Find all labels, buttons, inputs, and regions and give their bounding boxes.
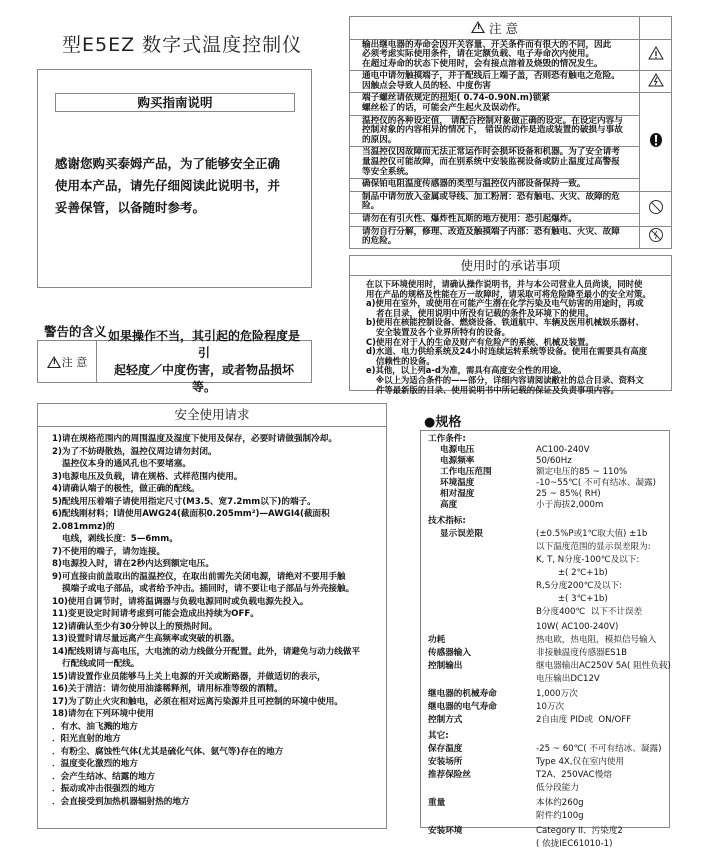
promise-line: C)使用在对于人的生命及财产有危险产的系统、机械及装置。: [366, 336, 594, 347]
spec-key: 显示误差限: [440, 529, 483, 539]
safety-line: 7)不使用的端子，请勿连接。: [52, 546, 166, 557]
promise-line: 安全装置及各个业界所特有的设备。: [376, 326, 510, 337]
safety-line: 5)配线用压着端子请使用指定尺寸(M3.5、宽7.2mm以下)的端子。: [52, 496, 316, 507]
caution-heading: 注 意: [489, 21, 518, 37]
safety-line: 3)电源电压及负载，请在规格、式样范围内使用。: [52, 471, 243, 482]
spec-value: [536, 635, 663, 646]
spec-key: 相对湿度: [440, 489, 475, 499]
spec-value-line: Type 4X,仅在室内使用: [536, 757, 625, 767]
spec-row: [428, 478, 663, 489]
warning-line: 如果操作不当，其引起的危险程度是引: [107, 328, 300, 360]
spec-value: [536, 715, 663, 726]
spec-value-line: (±0.5%P或1℃取大值) ±1b: [536, 529, 648, 539]
safety-line: 摸端子或电子部品，或者给予冲击。插回时，请不要让电子部品与外壳接触。: [62, 584, 355, 594]
spec-row: [428, 744, 663, 755]
caution-heading-cell: [350, 17, 640, 39]
warning-triangle-icon: !: [471, 21, 485, 33]
spec-row: [428, 622, 663, 633]
spec-value: [536, 529, 663, 620]
safety-line: 温控仪本身的通风孔也不要堵塞。: [62, 459, 191, 469]
spec-row: [428, 635, 663, 646]
spec-row: [428, 702, 663, 713]
safety-line: ．阳光直射的地方: [52, 734, 121, 744]
spec-key: 控制输出: [428, 661, 463, 671]
spec-value-line: 10万次: [536, 702, 565, 712]
spec-key: 环境温度: [440, 478, 475, 488]
spec-key: 工作电压范围: [440, 467, 492, 477]
spec-row: [428, 770, 663, 796]
spec-value: [536, 661, 671, 687]
spec-key: 电源电压: [440, 445, 475, 455]
spec-key: 继电器的电气寿命: [428, 702, 497, 712]
spec-value-line: 继电器输出AC250V 5A( 阻性负载): [536, 661, 671, 671]
guide-line: 妥善保管，以备随时参考。: [55, 200, 206, 215]
safety-line: 12)请确认至少有30分钟以上的预热时间。: [52, 621, 218, 632]
spec-value-line: 本体约260g: [536, 798, 584, 808]
spec-value-line: 额定电压的85 ~ 110%: [536, 467, 628, 477]
usage-promise-heading: 使用时的承诺事项: [350, 256, 671, 276]
spec-key: 安装场所: [428, 757, 463, 767]
spec-row: [428, 689, 663, 700]
spec-row: [428, 661, 671, 687]
safety-line: 6)配线刚材料；l请使用AWG24(截面积0.205mm²)—AWGI4(截面积 2.081mmz)的: [52, 509, 330, 532]
safety-line: 11)变更设定时间请考虑到可能会造成出持续为OFF。: [52, 609, 259, 619]
spec-row: [428, 826, 663, 852]
spec-value-line: 25 ~ 85%( RH): [536, 489, 601, 499]
spec-value: [536, 702, 663, 713]
spec-key: 重量: [428, 798, 446, 808]
spec-row: [428, 445, 663, 456]
spec-value-line: 50/60Hz: [536, 456, 572, 466]
safety-line: ．有粉尘、腐蚀性气体(尤其是硫化气体、氨气等)存在的地方: [52, 746, 284, 757]
electric-shock-triangle-icon: [648, 73, 664, 87]
spec-value-line: R,S分度200℃及以下:: [536, 581, 623, 591]
caution-row: 当温控仪因故障而无法正常运作时会损坏设备和机器。为了安全请考 量温控仪可能故障，而在别系统中安装监视设备或防止温度过高警报 等安全系统。: [350, 147, 640, 179]
spec-group-label: 工作条件:: [428, 434, 466, 444]
warning-label: 注 意: [61, 355, 88, 369]
spec-value-line: K, T, N分度-100℃及以下:: [536, 555, 640, 565]
caution-row: 请勿自行分解，修理、改造及触摸端子内部：恐有触电、火灾、故障 的危险。: [350, 226, 640, 248]
spec-key: 安装环境: [428, 826, 463, 836]
safety-line: 17)为了防止火灾和触电，必须在相对远离污染源并且可控制的环境中使用。: [52, 696, 343, 707]
spec-value: [536, 478, 663, 489]
caution-row: 输出继电器的寿命会因开关容量、开关条件而有很大的不同，因此 必须考虑实际使用条件，请在定额负载、电子寿命次内使用。 在超过寿命的状态下使用时，会有接点溶着及烧毁的情况发生。: [350, 39, 640, 71]
spec-value-line: -25 ~ 60℃( 不可有结冰、凝露): [536, 744, 662, 754]
promise-line: a)使用在室外，或使用在可能产生潜在化学污染及电气妨害的用途时，再或: [366, 298, 644, 309]
spec-row: [428, 529, 663, 620]
spec-value-line: 附件约100g: [536, 811, 584, 821]
spec-table: [420, 430, 671, 849]
spec-row: [428, 715, 663, 726]
caution-row: 温控仪的各种设定值， 请配合控制对象做正确的设定。在设定内容与 控制对象的内容相异的情况下， 错误的动作是造成装置的破损与事故 的原因。: [350, 115, 640, 147]
safety-line: 13)设置时请尽量远离产生高频率或突破的机器。: [52, 634, 240, 644]
spec-value-line: 10W( AC100-240V): [536, 622, 619, 632]
spec-value-line: ( 依拢IEC61010-1): [536, 839, 613, 849]
exclamation-circle-icon: [649, 132, 663, 148]
spec-row: [428, 798, 663, 824]
spec-key: 传感器输入: [428, 648, 471, 658]
safety-line: ．温度变化激烈的地方: [52, 759, 138, 769]
no-disassembly-icon: [648, 227, 664, 243]
spec-value: [536, 757, 663, 768]
spec-value-line: 2自由度 PID或 ON/OFF: [536, 715, 632, 725]
promise-line: 用在产品的规格及性能在万一故障时，请采取可将危险降至最小的安全对策。: [366, 288, 651, 299]
caution-table: [349, 16, 672, 249]
spec-value-line: 低分段能力: [536, 783, 579, 793]
promise-line: 者在目录，使用说明中所没有记载的条件及环境下的使用。: [376, 307, 594, 318]
usage-promise-text: [350, 276, 671, 395]
spec-value-line: B分度400℃ 以下不计误差: [536, 607, 643, 617]
spec-key: 保存温度: [428, 744, 463, 754]
spec-row: [428, 489, 663, 500]
spec-key: 推荐保险丝: [428, 770, 471, 780]
safety-line: 15)请设置作业员能够马上关上电源的开关或断路器，并做适切的表示，: [52, 671, 326, 682]
safety-line: 14)配线则请与高电压，大电流的动力线做分开配置。此外，请避免与动力线做平: [52, 646, 361, 657]
safety-line: 4)请确认端子的极性，做正确的配线。: [52, 484, 200, 494]
safety-line: ．会产生结冰、结露的地方: [52, 771, 156, 782]
spec-key: 功耗: [428, 635, 446, 645]
spec-value-line: 热电欧，热电阻，模拟信号输入: [536, 635, 657, 645]
spec-value: [536, 445, 663, 456]
safety-line: 行配线或同一配线。: [62, 659, 140, 669]
spec-row: [428, 456, 663, 467]
safety-line: 18)请勿在下列环境中使用: [52, 709, 154, 719]
warning-triangle-icon: [648, 46, 664, 60]
spec-value-line: AC100-240V: [536, 445, 590, 455]
spec-row: [428, 500, 663, 511]
spec-value: [536, 770, 663, 796]
safety-line: 9)可直接由前盖取出的温温控仪，在取出前需先关闭电源，请绝对不要用手触: [52, 571, 346, 582]
promise-line: 件等最新版的目录、使用说明书中所记载的保证及负责事项内容。: [376, 384, 619, 395]
promise-line: 信赖性的设备。: [376, 355, 435, 366]
purchase-guide-box: [37, 69, 312, 288]
spec-key: 继电器的机械寿命: [428, 689, 497, 699]
spec-value: [536, 467, 663, 478]
safety-line: 电线，剥线长度：5—6mm。: [62, 534, 178, 544]
caution-row: 端子螺丝请依规定的扭矩( 0.74-0.90N.m)锁紧 螺丝松了的话，可能会产生起火及误动作。: [350, 93, 640, 115]
promise-line: ※以上为适合条件的——部分，详细内容请阅读敝社的总合目录、资料文: [376, 374, 644, 385]
safety-line: ．会直接受到加热机器辐射热的地方: [52, 796, 190, 807]
safety-line: 16)关于清洁：请勿使用油漆稀释剂，请用标准等级的酒精。: [52, 684, 283, 694]
promise-line: d)水道、电力供给系统及24小时连续运转系统等设备。使用在需要具有高度: [366, 346, 648, 357]
safety-requests-list: [38, 427, 386, 808]
warning-line: 起轻度／中度伤害，或者物品损坏等。: [113, 362, 294, 394]
safety-line: 10)使用自调节时，请将温调器与负载电源同时或负载电源先投入。: [52, 596, 309, 607]
spec-group-label: 技术指标:: [428, 516, 466, 526]
promise-line: b)使用在核能控制设备、燃烧设备、铁道航中、车辆及医用机械娱乐器材、: [366, 317, 644, 328]
spec-value: [536, 826, 663, 852]
caution-row: 确保铂电阻温度传感器的类型与温控仪内部设备保持一致。: [350, 179, 640, 192]
caution-row: 制品中请勿放入金属或导线、加工粉屑：恐有触电、火灾、故障的危险。: [350, 191, 640, 213]
spec-key: 控制方式: [428, 715, 463, 725]
spec-value: [536, 689, 663, 700]
spec-value-line: 电压输出DC12V: [536, 674, 600, 684]
spec-value-line: Category II、污染度2: [536, 826, 623, 836]
spec-key: [428, 622, 536, 633]
spec-row: [428, 648, 663, 659]
safety-requests-heading: 安全使用请求: [38, 404, 386, 427]
spec-value-line: 以下温度范围的显示误差限为:: [536, 542, 651, 552]
guide-line: 使用本产品，请先仔细阅读此说明书，并: [55, 178, 281, 193]
safety-line: ．振动或冲击很强烈的地方: [52, 784, 156, 794]
spec-title: ●规格: [424, 415, 462, 430]
warning-description: [97, 328, 311, 394]
spec-key: 电源频率: [440, 456, 475, 466]
caution-row: 通电中请勿触摸端子，并于配线后上端子盖，否则恐有触电之危险。 因触点会导致人员的轻、中度伤害: [350, 71, 640, 93]
warning-triangle-icon: !: [47, 356, 61, 368]
guide-line: 感谢您购买泰姆产品，为了能够安全正确: [55, 156, 281, 171]
spec-value: [536, 489, 663, 500]
spec-value-line: -10~55℃( 不可有结冰、凝露): [536, 478, 657, 488]
spec-value-line: 小于海拔2,000m: [536, 500, 604, 510]
spec-value: [536, 744, 663, 755]
caution-row: 请勿在有引火性、爆炸性瓦斯的地方使用：恐引起爆炸。: [350, 214, 640, 227]
promise-line: e)其他，以上列a-d为准，需具有高度安全性的用途。: [366, 365, 567, 376]
safety-requests-box: [37, 403, 387, 829]
spec-row: [428, 467, 663, 478]
warning-label-cell: [38, 341, 97, 382]
spec-value: [536, 798, 663, 824]
safety-line: 1)请在规格范围内的周围温度及湿度下使用及保存，必要时请做强制冷却。: [52, 434, 337, 444]
safety-line: 2)为了不妨碍散热，温控仪周边请勿封闭。: [52, 446, 217, 457]
promise-line: 在以下环境使用时，请确认操作说明书，并与本公司营业人员尚谈，同时使: [366, 279, 643, 289]
spec-key: 高度: [440, 500, 458, 510]
safety-line: ．有水、油飞溅的地方: [52, 721, 138, 732]
safety-line: 8)电源投入时，请在2秒内达到额定电压。: [52, 559, 214, 569]
spec-value-line: ±( 2℃+1b): [536, 568, 608, 578]
spec-group-label: 其它:: [428, 731, 449, 741]
warning-meaning-title: 警告的含义: [44, 324, 107, 339]
spec-value-line: 1,000万次: [536, 689, 578, 699]
spec-value: [536, 500, 663, 511]
spec-value: [536, 456, 663, 467]
spec-row: [428, 757, 663, 768]
spec-value: [536, 648, 663, 659]
spec-value-line: ±( 3℃+1b): [536, 594, 608, 604]
purchase-guide-heading: 购买指南说明: [55, 93, 295, 112]
document-title: 型E5EZ 数字式温度控制仪: [62, 34, 303, 56]
spec-value: [536, 622, 663, 633]
prohibited-icon: [648, 199, 664, 215]
usage-promise-box: [349, 255, 672, 395]
spec-value-line: T2A、250VAC慢熔: [536, 770, 612, 780]
purchase-guide-text: [55, 153, 300, 219]
spec-value-line: 非接触温度传感器ES1B: [536, 648, 627, 658]
spec-body: [421, 431, 669, 852]
